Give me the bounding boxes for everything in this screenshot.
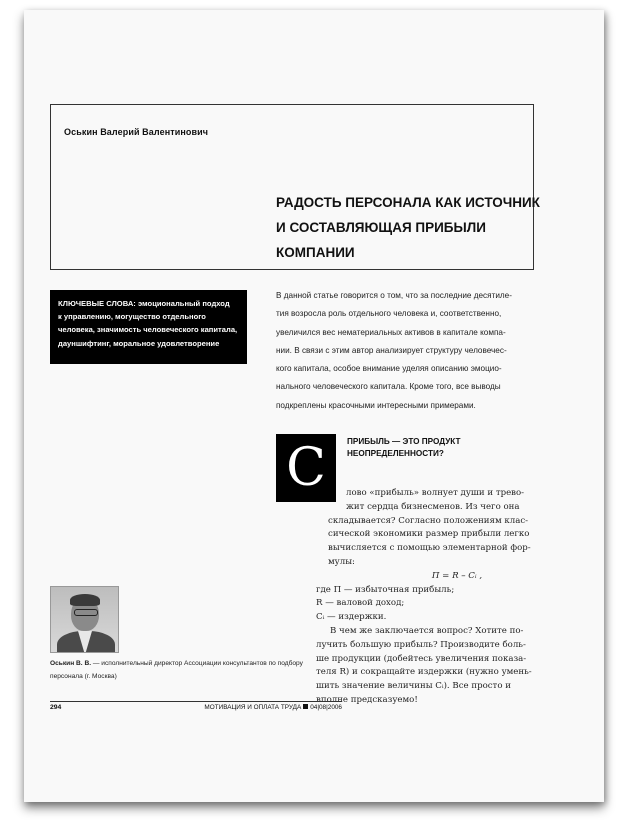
running-footer (178, 704, 342, 711)
body-line: В чем же заключается вопрос? Хотите по- (330, 625, 524, 636)
formula: П = R – Cᵢ , (431, 570, 483, 581)
abstract-line: кого капитала, особое внимание уделяя описанию эмоцио- (276, 364, 502, 374)
body-line: лово «прибыль» волнует души и трево- (346, 488, 525, 498)
photo-caption (50, 657, 303, 683)
author-photo (50, 586, 119, 653)
journal-name: МОТИВАЦИЯ И ОПЛАТА ТРУДА (204, 704, 302, 711)
title-line: И СОСТАВЛЯЮЩАЯ ПРИБЫЛИ (276, 220, 486, 235)
title-line: РАДОСТЬ ПЕРСОНАЛА КАК ИСТОЧНИК (276, 195, 540, 210)
body-line: мулы: (328, 556, 355, 567)
keywords-box (50, 290, 247, 364)
body-line: вполне предсказуемо! (316, 694, 418, 705)
section-heading-line: НЕОПРЕДЕЛЕННОСТИ? (347, 449, 444, 458)
abstract-line: тия возросла роль отдельного человека и, соответственно, (276, 309, 502, 319)
keywords-line: КЛЮЧЕВЫЕ СЛОВА: эмоциональный подход (58, 299, 230, 308)
body-line: шить значение величины Cᵢ). Все просто и (316, 681, 511, 692)
body-line: сической экономики размер прибыли легко (328, 529, 530, 540)
body-line: Cᵢ — издержки. (316, 612, 387, 623)
page-number: 294 (50, 704, 62, 711)
body-line: складывается? Согласно положениям клас- (328, 515, 529, 526)
body-line: жит сердца бизнесменов. Из чего она (346, 501, 520, 512)
body-line: ше продукции (добейтесь увеличения показа- (316, 653, 527, 664)
abstract-line: нального человеческого капитала. Кроме того, все выводы (276, 382, 501, 392)
abstract-line: В данной статье говорится о том, что за последние десятиле- (276, 291, 512, 300)
body-line: лучить большую прибыль? Производите боль- (316, 639, 526, 650)
caption-text: персонала (г. Москва) (50, 673, 117, 680)
caption-name: Оськин В. В. (50, 660, 92, 667)
issue-number: 04|08|2006 (310, 704, 342, 711)
abstract-line: увеличился вес нематериальных активов в капитале компа- (276, 327, 506, 337)
drop-cap: С (276, 434, 336, 502)
keywords-line: дауншифтинг, моральное удовлетворение (58, 338, 220, 348)
abstract-line: нии. В связи с этим автор анализирует структуру человечес- (276, 345, 507, 355)
author-name: Оськин Валерий Валентинович (64, 127, 209, 137)
article-title (276, 190, 540, 265)
title-line: КОМПАНИИ (276, 245, 355, 260)
abstract (276, 287, 538, 415)
caption-text: — исполнительный директор Ассоциации консультантов по подбору (91, 660, 303, 667)
body-line: R — валовой доход; (316, 598, 405, 609)
square-icon (303, 704, 308, 709)
section-heading (347, 436, 461, 460)
body-line: вычисляется с помощью элементарной фор- (328, 543, 531, 554)
keywords-line: к управлению, могущество отдельного (58, 312, 206, 322)
body-line: теля R) и сокращайте издержки (нужно умень- (316, 667, 532, 678)
body-text (316, 487, 538, 708)
footer-rule (50, 701, 342, 702)
section-heading-line: ПРИБЫЛЬ — ЭТО ПРОДУКТ (347, 437, 461, 446)
abstract-line: подкреплены красочными интересными примерами. (276, 400, 476, 410)
keywords-line: человека, значимость человеческого капитала, (58, 325, 238, 335)
body-line: где П — избыточная прибыль; (316, 584, 455, 595)
